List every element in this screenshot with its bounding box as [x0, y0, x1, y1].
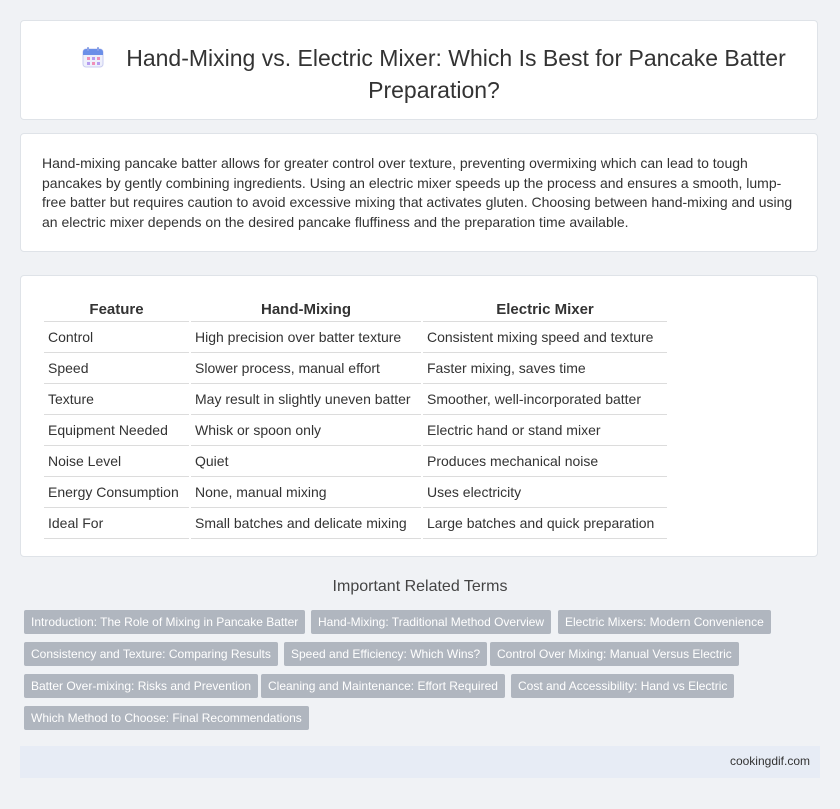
- hand-mixing-cell: None, manual mixing: [191, 477, 421, 508]
- intro-card: [20, 133, 818, 252]
- electric-mixer-cell: Large batches and quick preparation: [423, 508, 667, 539]
- title-card: [20, 20, 818, 120]
- footer-site-link[interactable]: cookingdif.com: [729, 754, 810, 768]
- electric-mixer-cell: Electric hand or stand mixer: [423, 415, 667, 446]
- table-header-row: [44, 294, 667, 322]
- related-tag[interactable]: Control Over Mixing: Manual Versus Electric: [490, 642, 739, 666]
- feature-cell: Control: [44, 322, 189, 353]
- related-tag[interactable]: Hand-Mixing: Traditional Method Overview: [311, 610, 551, 634]
- related-terms-heading: Important Related Terms: [332, 578, 508, 595]
- electric-mixer-cell: Consistent mixing speed and texture: [423, 322, 667, 353]
- feature-cell: Equipment Needed: [44, 415, 189, 446]
- table-row: [44, 508, 667, 539]
- electric-mixer-cell: Smoother, well-incorporated batter: [423, 384, 667, 415]
- comparison-card: [20, 275, 818, 557]
- hand-mixing-cell: High precision over batter texture: [191, 322, 421, 353]
- hand-mixing-cell: Small batches and delicate mixing: [191, 508, 421, 539]
- related-tag[interactable]: Introduction: The Role of Mixing in Pancake Batter: [24, 610, 305, 634]
- table-row: [44, 477, 667, 508]
- calendar-icon: [82, 45, 104, 75]
- hand-mixing-cell: Slower process, manual effort: [191, 353, 421, 384]
- related-tag[interactable]: Which Method to Choose: Final Recommendations: [24, 706, 309, 730]
- table-row: [44, 446, 667, 477]
- column-header-feature: Feature: [44, 294, 189, 322]
- related-tag[interactable]: Electric Mixers: Modern Convenience: [558, 610, 771, 634]
- electric-mixer-cell: Faster mixing, saves time: [423, 353, 667, 384]
- feature-cell: Ideal For: [44, 508, 189, 539]
- page-title: Hand-Mixing vs. Electric Mixer: Which Is Best for Pancake Batter Preparation?: [126, 45, 786, 103]
- comparison-table: [42, 294, 669, 539]
- related-tag[interactable]: Cleaning and Maintenance: Effort Required: [261, 674, 505, 698]
- footer: [20, 746, 820, 778]
- hand-mixing-cell: Quiet: [191, 446, 421, 477]
- hand-mixing-cell: Whisk or spoon only: [191, 415, 421, 446]
- feature-cell: Noise Level: [44, 446, 189, 477]
- table-row: [44, 353, 667, 384]
- feature-cell: Texture: [44, 384, 189, 415]
- related-tag[interactable]: Cost and Accessibility: Hand vs Electric: [511, 674, 734, 698]
- table-row: [44, 415, 667, 446]
- related-tag[interactable]: Speed and Efficiency: Which Wins?: [284, 642, 487, 666]
- table-row: [44, 322, 667, 353]
- intro-paragraph: Hand-mixing pancake batter allows for greater control over texture, preventing overmixing which can lead to tough pancakes by gently combining ingredients. Using an electric mixer speeds up the process and ensures a smooth, lump-free batter but requires caution to avoid excessive mixing that activates gluten. Choosing between hand-mixing and using an electric mixer depends on the desired pancake fluffiness and the preparation time available.: [42, 155, 793, 230]
- feature-cell: Energy Consumption: [44, 477, 189, 508]
- electric-mixer-cell: Produces mechanical noise: [423, 446, 667, 477]
- column-header-hand-mixing: Hand-Mixing: [191, 294, 421, 322]
- table-row: [44, 384, 667, 415]
- electric-mixer-cell: Uses electricity: [423, 477, 667, 508]
- related-tag[interactable]: Consistency and Texture: Comparing Results: [24, 642, 278, 666]
- feature-cell: Speed: [44, 353, 189, 384]
- hand-mixing-cell: May result in slightly uneven batter: [191, 384, 421, 415]
- column-header-electric-mixer: Electric Mixer: [423, 294, 667, 322]
- related-tag[interactable]: Batter Over-mixing: Risks and Prevention: [24, 674, 258, 698]
